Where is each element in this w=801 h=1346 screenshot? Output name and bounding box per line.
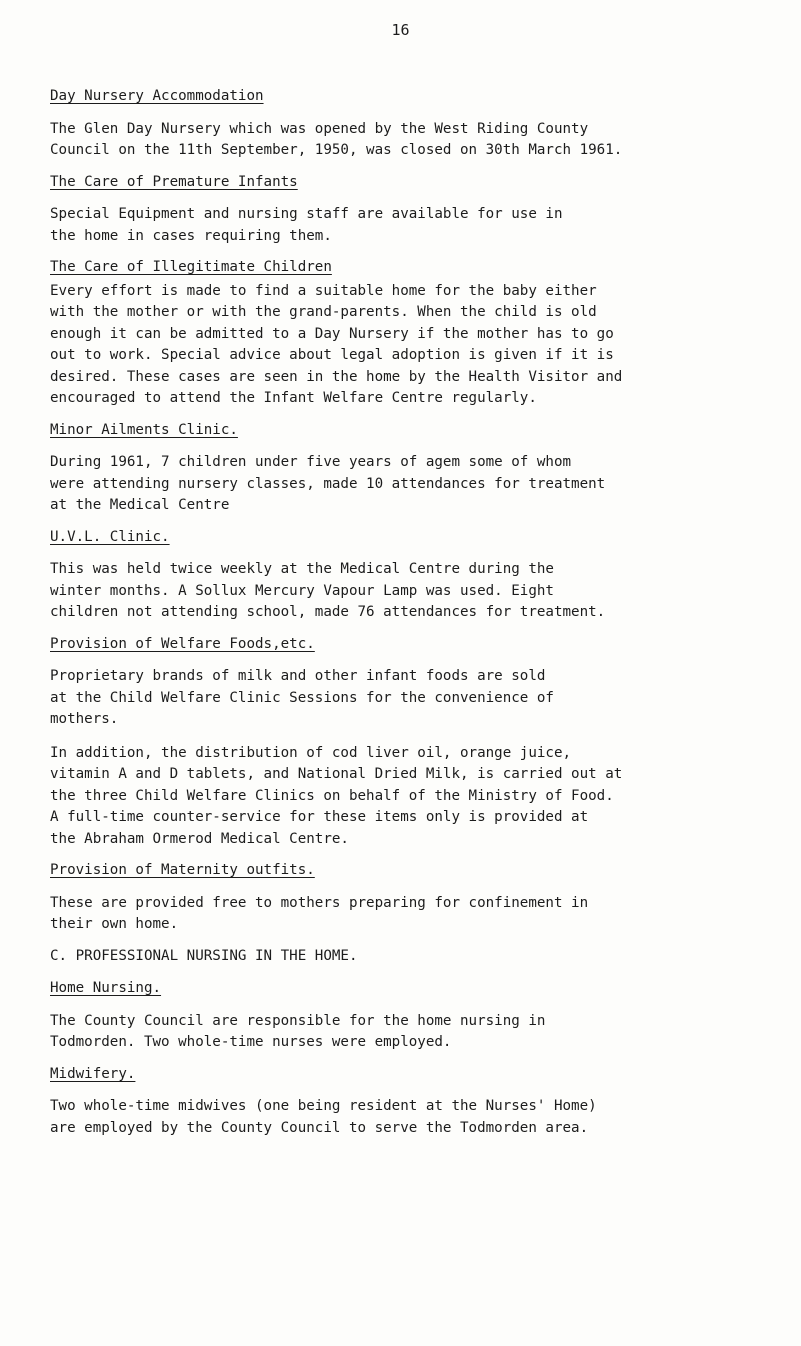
heading-illegitimate-children: The Care of Illegitimate Children [50, 259, 332, 275]
section-midwifery [50, 1064, 765, 1140]
heading-minor-ailments: Minor Ailments Clinic. [50, 421, 238, 438]
paragraph-uvl-clinic: This was held twice weekly at the Medical Centre during the winter months. A Sollux Mercury Vapour Lamp was used. Eight children not attending school, made 76 attendances for treatment. [50, 561, 606, 620]
heading-premature-infants: The Care of Premature Infants [50, 173, 298, 190]
section-uvl-clinic [50, 527, 765, 624]
heading-welfare-foods: Provision of Welfare Foods,etc. [50, 635, 315, 652]
paragraph-maternity-outfits: These are provided free to mothers preparing for confinement in their own home. [50, 894, 589, 932]
paragraph-day-nursery: The Glen Day Nursery which was opened by the West Riding County Council on the 11th September, 1950, was closed on 30th March 1961. [50, 120, 623, 158]
heading-home-nursing: Home Nursing. [50, 980, 162, 996]
heading-day-nursery: Day Nursery Accommodation [50, 88, 264, 104]
paragraph-midwifery: Two whole-time midwives (one being resident at the Nurses' Home) are employed by the County Council to serve the Todmorden area. [50, 1098, 597, 1136]
section-minor-ailments [50, 420, 765, 517]
section-day-nursery [50, 86, 765, 162]
paragraph-illegitimate-children: Every effort is made to find a suitable home for the baby either with the mother or with the grand-parents. When the child is old enough it can be admitted to a Day Nursery if the mother has to go out to work. Special advice about legal adoption is given if it is desired. These cases are seen in the home by the Health Visitor and encouraged to attend the Infant Welfare Centre regularly. [50, 282, 623, 406]
heading-maternity-outfits: Provision of Maternity outfits. [50, 862, 315, 878]
page-number: 16 [391, 21, 410, 39]
section-illegitimate-children [50, 257, 765, 410]
paragraph-home-nursing: The County Council are responsible for the home nursing in Todmorden. Two whole-time nurses were employed. [50, 1012, 546, 1050]
heading-uvl-clinic: U.V.L. Clinic. [50, 528, 170, 545]
section-welfare-foods [50, 634, 765, 851]
heading-professional-nursing: C. PROFESSIONAL NURSING IN THE HOME. [50, 947, 358, 964]
heading-midwifery: Midwifery. [50, 1065, 136, 1082]
section-maternity-outfits [50, 860, 765, 936]
paragraph-welfare-foods-1: Proprietary brands of milk and other infant foods are sold at the Child Welfare Clinic Sessions for the convenience of mothers. [50, 668, 554, 727]
paragraph-minor-ailments: During 1961, 7 children under five years of agem some of whom were attending nursery classes, made 10 attendances for treatment at the Medical Centre [50, 454, 606, 513]
paragraph-premature-infants: Special Equipment and nursing staff are available for use in the home in cases requiring them. [50, 206, 563, 244]
document-body [50, 86, 765, 1149]
section-premature-infants [50, 172, 765, 248]
section-professional-nursing [50, 946, 765, 1054]
paragraph-welfare-foods-2: In addition, the distribution of cod liver oil, orange juice, vitamin A and D tablets, and National Dried Milk, is carried out at the three Child Welfare Clinics on behalf of the Ministry of Food. A full-time counter-service for these items only is provided at the Abraham Ormerod Medical Centre. [50, 744, 623, 847]
